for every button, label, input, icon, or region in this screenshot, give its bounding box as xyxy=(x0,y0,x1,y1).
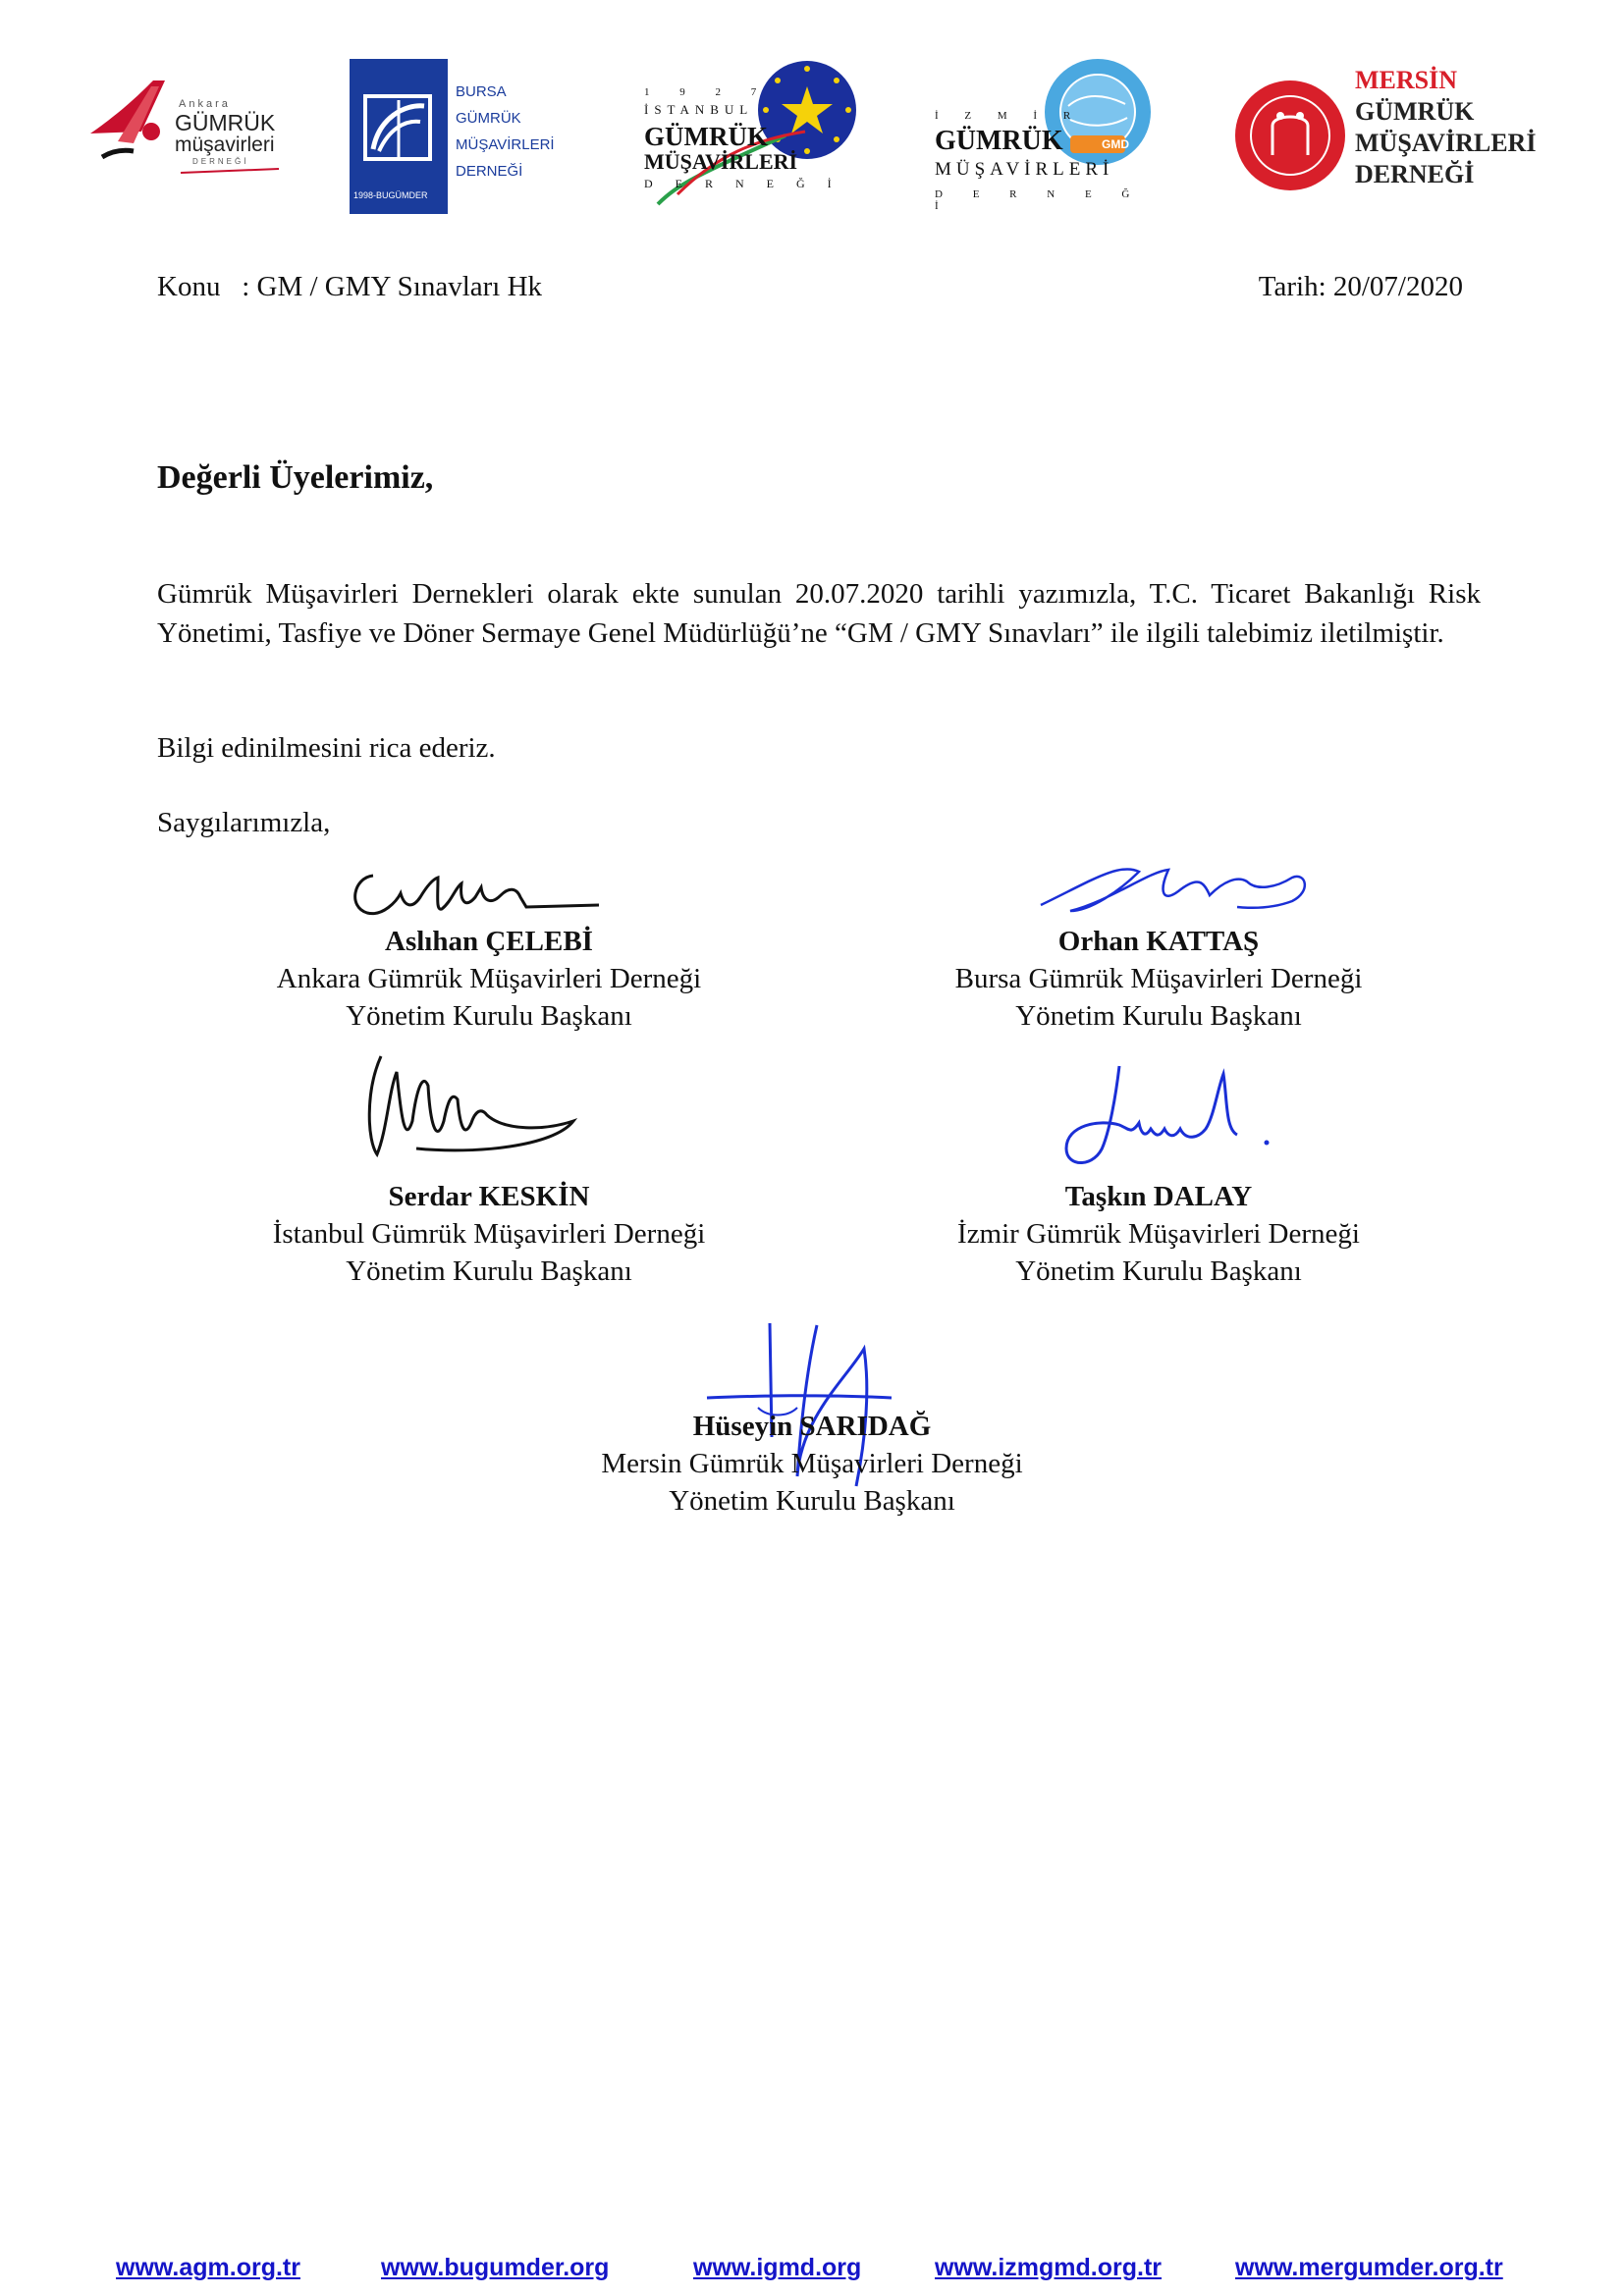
bursa-logo-line2: GÜMRÜK xyxy=(456,110,521,127)
subject-line: Konu : GM / GMY Sınavları Hk xyxy=(157,271,543,302)
footer-link-izmgmd[interactable]: www.izmgmd.org.tr xyxy=(935,2254,1163,2281)
signatory-org: Mersin Gümrük Müşavirleri Derneği xyxy=(601,1448,1023,1479)
bursa-logo-line4: DERNEĞİ xyxy=(456,163,523,180)
signatory-org: Bursa Gümrük Müşavirleri Derneği xyxy=(954,963,1363,994)
mersin-logo-line4: DERNEĞİ xyxy=(1355,160,1475,188)
signatory-name: Serdar KESKİN xyxy=(388,1181,590,1212)
izmir-logo-name1: GÜMRÜK xyxy=(935,126,1063,156)
signatory-title: Yönetim Kurulu Başkanı xyxy=(669,1485,955,1517)
signature-dalay xyxy=(1060,1060,1296,1174)
ankara-logo xyxy=(82,73,289,181)
signatory-title: Yönetim Kurulu Başkanı xyxy=(346,1255,632,1287)
signatory-block-dalay xyxy=(854,1178,1463,1290)
signatory-name: Hüseyin SARIDAĞ xyxy=(692,1411,932,1442)
ankara-logo-name1: GÜMRÜK xyxy=(175,110,276,135)
bursa-logo-line1: BURSA xyxy=(456,83,507,100)
signatory-title: Yönetim Kurulu Başkanı xyxy=(346,1000,632,1032)
signatory-title: Yönetim Kurulu Başkanı xyxy=(1015,1255,1302,1287)
mersin-emblem-icon xyxy=(1233,57,1347,214)
izmir-logo-name2: MÜŞAVİRLERİ xyxy=(935,159,1114,180)
signatory-org: Ankara Gümrük Müşavirleri Derneği xyxy=(276,963,702,994)
footer-link-igmd[interactable]: www.igmd.org xyxy=(693,2254,862,2281)
bursa-emblem-icon xyxy=(350,59,448,187)
greeting: Değerli Üyelerimiz, xyxy=(157,459,434,496)
izmir-logo-badge: GMD xyxy=(1102,137,1129,151)
signature-celebi xyxy=(344,858,619,927)
bursa-logo xyxy=(350,59,555,216)
footer-link-agm[interactable]: www.agm.org.tr xyxy=(116,2254,300,2281)
signature-kattas xyxy=(1031,852,1326,921)
signatory-block-keskin xyxy=(185,1178,793,1290)
istanbul-logo-name1: GÜMRÜK xyxy=(644,122,768,151)
bursa-logo-block xyxy=(350,59,448,214)
mersin-logo-line1: MERSİN xyxy=(1355,66,1458,94)
mersin-logo-line2: GÜMRÜK xyxy=(1355,97,1475,126)
ankara-logo-small-top: Ankara xyxy=(179,98,231,110)
signatory-block-saridag xyxy=(508,1408,1116,1520)
mersin-logo xyxy=(1233,57,1537,224)
signatory-block-kattas xyxy=(854,923,1463,1035)
izmir-logo-small-bottom: D E R N E Ğ İ xyxy=(935,188,1144,212)
closing: Saygılarımızla, xyxy=(157,807,331,838)
signatory-block-celebi xyxy=(185,923,793,1035)
ankara-logo-small-bottom: DERNEĞİ xyxy=(192,157,249,166)
istanbul-logo-city: İSTANBUL xyxy=(644,102,754,117)
signatory-title: Yönetim Kurulu Başkanı xyxy=(1015,1000,1302,1032)
istanbul-logo-year: 1 9 2 7 xyxy=(644,86,771,98)
signatory-org: İstanbul Gümrük Müşavirleri Derneği xyxy=(272,1218,706,1250)
bursa-logo-footer: 1998-BUGÜMDER xyxy=(353,190,428,200)
izmir-logo-city: İ Z M İ R xyxy=(935,110,1083,122)
signatory-name: Taşkın DALAY xyxy=(1064,1181,1253,1212)
mersin-logo-line3: MÜŞAVİRLERİ xyxy=(1355,129,1537,157)
signatory-name: Aslıhan ÇELEBİ xyxy=(385,926,593,957)
ankara-logo-name2: müşavirleri xyxy=(175,133,275,156)
body-paragraph: Gümrük Müşavirleri Dernekleri olarak ekte sunulan 20.07.2020 tarihli yazımızla, T.C. Ticaret Bakanlığı Risk Yönetimi, Tasfiye ve Döner Sermaye Genel Müdürlüğü’ne “GM / GMY Sınavları” ile ilgili talebimiz iletilmiştir. xyxy=(157,578,1481,649)
date-line: Tarih: 20/07/2020 xyxy=(1258,271,1463,302)
bursa-logo-line3: MÜŞAVİRLERİ xyxy=(456,136,555,153)
izmir-logo xyxy=(931,55,1161,220)
istanbul-logo-small-bottom: D E R N E Ğ İ xyxy=(644,177,841,190)
istanbul-logo xyxy=(638,57,860,216)
istanbul-logo-name2: MÜŞAVİRLERİ xyxy=(644,149,798,174)
signature-keskin xyxy=(357,1052,593,1162)
signatory-org: İzmir Gümrük Müşavirleri Derneği xyxy=(957,1218,1360,1250)
info-request: Bilgi edinilmesini rica ederiz. xyxy=(157,732,496,764)
footer-link-bugumder[interactable]: www.bugumder.org xyxy=(381,2254,610,2281)
signatory-name: Orhan KATTAŞ xyxy=(1057,926,1260,957)
footer-link-mergumder[interactable]: www.mergumder.org.tr xyxy=(1235,2254,1503,2281)
